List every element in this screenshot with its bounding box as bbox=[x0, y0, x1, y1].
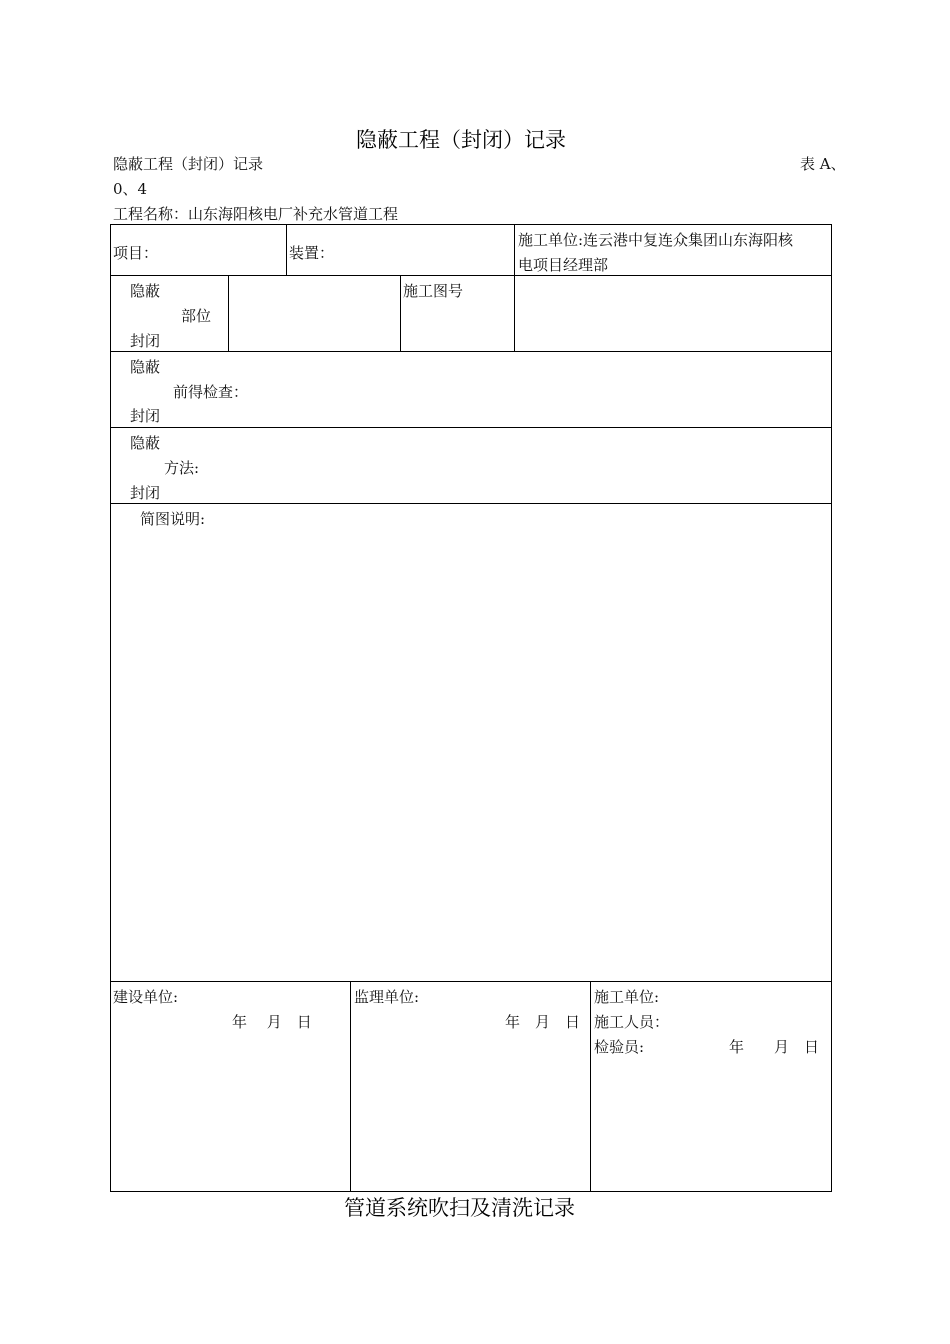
col-divider bbox=[228, 275, 229, 351]
row-divider bbox=[110, 427, 832, 428]
builder-inspector: 检验员: bbox=[594, 1038, 645, 1056]
precheck-label-bottom: 封闭 bbox=[130, 407, 161, 425]
builder-label: 施工单位: bbox=[594, 988, 660, 1006]
method-label-mid: 方法: bbox=[164, 459, 200, 477]
row-divider bbox=[110, 981, 832, 982]
col-divider bbox=[590, 981, 591, 1191]
precheck-label-top: 隐蔽 bbox=[130, 358, 161, 376]
location-label-bottom: 封闭 bbox=[130, 332, 161, 350]
device-label: 装置： bbox=[289, 244, 335, 262]
contractor-line1: 施工单位:连云港中复连众集团山东海阳核 bbox=[518, 231, 794, 249]
form-number-part1: 表 A、 bbox=[800, 155, 846, 173]
builder-date: 年 月 日 bbox=[729, 1038, 820, 1056]
row-divider bbox=[110, 503, 832, 504]
contractor-line2: 电项目经理部 bbox=[518, 256, 609, 274]
owner-label: 建设单位: bbox=[113, 988, 179, 1006]
location-label-mid: 部位 bbox=[181, 307, 212, 325]
table-border-right bbox=[831, 224, 832, 1192]
builder-staff: 施工人员： bbox=[594, 1013, 670, 1031]
form-number-part2: 0、4 bbox=[113, 180, 148, 198]
method-label-top: 隐蔽 bbox=[130, 434, 161, 452]
method-label-bottom: 封闭 bbox=[130, 484, 161, 502]
col-divider bbox=[286, 224, 287, 275]
row-divider bbox=[110, 351, 832, 352]
item-label: 项目： bbox=[113, 244, 159, 262]
table-border-top bbox=[110, 224, 832, 225]
location-label-top: 隐蔽 bbox=[130, 282, 161, 300]
col-divider bbox=[350, 981, 351, 1191]
owner-date: 年 月 日 bbox=[232, 1013, 312, 1031]
project-name: 工程名称：山东海阳核电厂补充水管道工程 bbox=[113, 205, 399, 223]
drawing-number-label: 施工图号 bbox=[403, 282, 464, 300]
precheck-label-mid: 前得检查： bbox=[173, 383, 249, 401]
form-subtitle: 隐蔽工程（封闭）记录 bbox=[113, 155, 264, 173]
row-divider bbox=[110, 275, 832, 276]
col-divider bbox=[514, 224, 515, 351]
table-border-left bbox=[110, 224, 111, 1192]
next-section-title: 管道系统吹扫及清洗记录 bbox=[344, 1196, 575, 1220]
sketch-label: 简图说明: bbox=[140, 510, 206, 528]
supervisor-date: 年 月 日 bbox=[505, 1013, 581, 1031]
col-divider bbox=[400, 275, 401, 351]
page-title: 隐蔽工程（封闭）记录 bbox=[356, 128, 566, 152]
supervisor-label: 监理单位: bbox=[354, 988, 420, 1006]
